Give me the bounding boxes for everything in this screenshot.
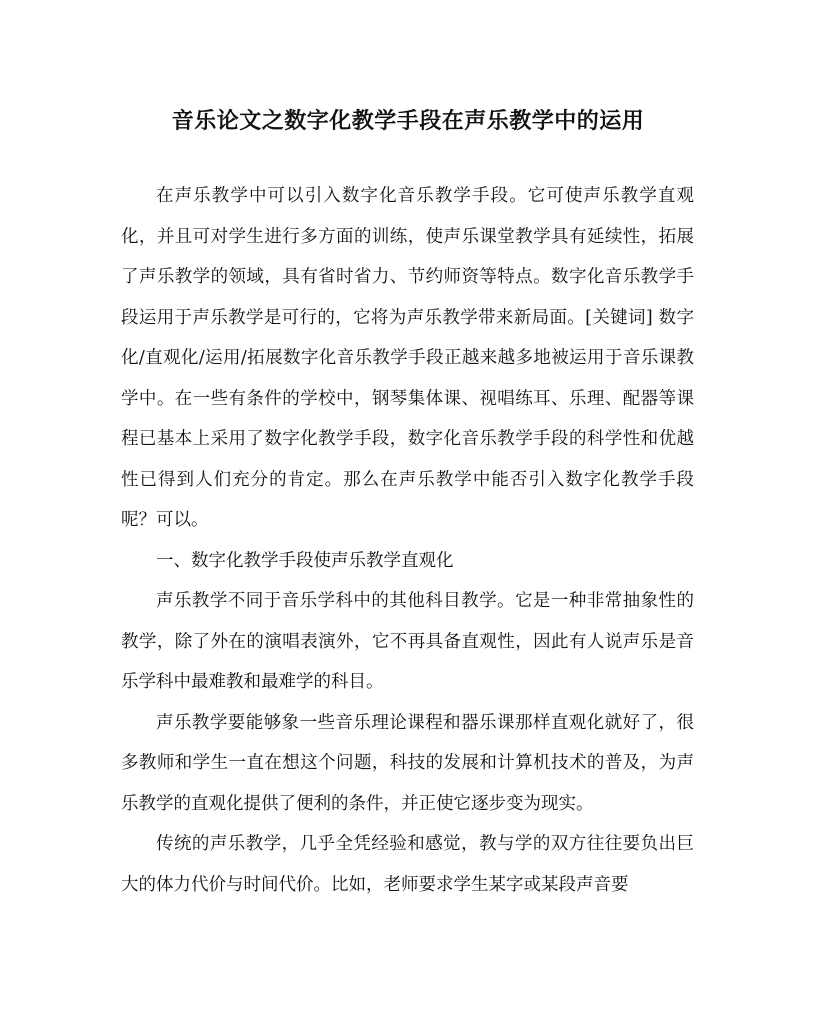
paragraph: 声乐教学不同于音乐学科中的其他科目教学。它是一种非常抽象性的教学，除了外在的演唱表演外，它不再具备直观性，因此有人说声乐是音乐学科中最难教和最难学的科目。 bbox=[121, 591, 694, 692]
section-heading: 一、数字化教学手段使声乐教学直观化 bbox=[156, 550, 454, 571]
paragraph: 声乐教学要能够象一些音乐理论课程和器乐课那样直观化就好了，很多教师和学生一直在想这个问题，科技的发展和计算机技术的普及，为声乐教学的直观化提供了便利的条件，并正使它逐步变为现实。 bbox=[121, 712, 694, 814]
document-body bbox=[121, 176, 694, 905]
paragraph: 传统的声乐教学，几乎全凭经验和感觉，教与学的双方往往要负出巨大的体力代价与时间代价。比如，老师要求学生某字或某段声音要 bbox=[121, 834, 694, 895]
document-title: 音乐论文之数字化教学手段在声乐教学中的运用 bbox=[171, 108, 645, 134]
paragraph-abstract: 在声乐教学中可以引入数字化音乐教学手段。它可使声乐教学直观化，并且可对学生进行多方面的训练，使声乐课堂教学具有延续性，拓展了声乐教学的领域，具有省时省力、节约师资等特点。数字化音乐教学手段运用于声乐教学是可行的，它将为声乐教学带来新局面。[关键词] 数字化/直观化/运用/拓展数字化音乐教学手段正越来越多地被运用于音乐课教学中。在一些有条件的学校中，钢琴集体课、视唱练耳、乐理、配器等课程已基本上采用了数字化教学手段，数字化音乐教学手段的科学性和优越性已得到人们充分的肯定。那么在声乐教学中能否引入数字化教学手段呢？可以。 bbox=[121, 186, 694, 530]
